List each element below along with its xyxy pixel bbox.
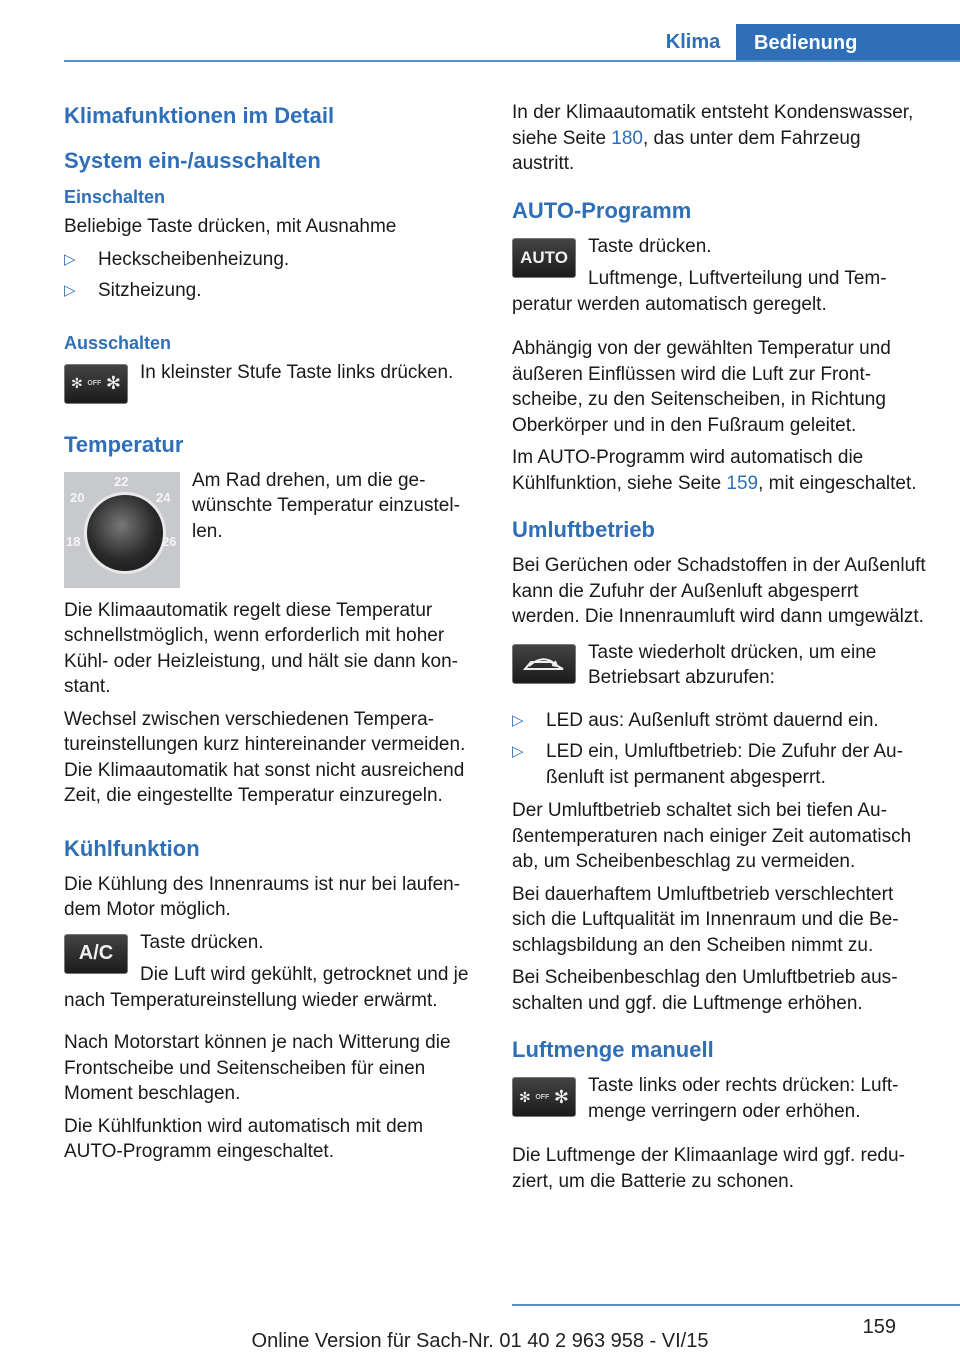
subheading-einschalten: Einschalten [64, 187, 166, 207]
fan-off-button-image [64, 364, 128, 404]
dial-label: 24 [156, 489, 171, 505]
page-link-180[interactable]: 180 [611, 127, 643, 149]
auto-button-text-2: Luftmenge, Luftverteilung und Temperatur werden automatisch geregelt. [512, 268, 887, 315]
luftmenge-paragraph: Die Luftmenge der Klimaanlage wird ggf. reduziert, um die Batterie zu schonen. [512, 1145, 905, 1192]
bullet-triangle-icon: ▷ [64, 282, 76, 299]
umluft-paragraph-4: Bei Scheibenbeschlag den Umluftbetrieb ausschalten und ggf. die Luftmenge erhöhen. [512, 967, 898, 1014]
kuehl-row [64, 930, 480, 1021]
list-item: ▷ Heckscheibenheizung. [64, 247, 480, 273]
fan-large-icon: ✻ [105, 373, 121, 393]
section-heading-temperatur: Temperatur [64, 431, 184, 457]
list-item: ▷ LED ein, Umluftbetrieb: Die Zufuhr der Außenluft ist permanent abgesperrt. [512, 741, 903, 788]
luftmenge-button-text: Taste links oder rechts drücken: Luftmenge verringern oder erhöhen. [588, 1075, 899, 1122]
auto-paragraph-2: Im AUTO-Programm wird automatisch die Kühlfunktion, siehe Seite 159, mit eingeschaltet. [512, 447, 917, 494]
off-label: OFF [535, 1093, 550, 1101]
footer-rule [512, 1304, 960, 1306]
umluft-paragraph-3: Bei dauerhaftem Umluftbetrieb verschlechtert sich die Luftqualität im Innenraum und die Beschlagsbildung an den Scheiben nimmt zu. [512, 883, 899, 956]
section-heading-luftmenge: Luftmenge manuell [512, 1037, 714, 1062]
page-title: Klimafunktionen im Detail [64, 103, 335, 128]
recirculation-button-image [512, 644, 576, 684]
einschalten-list [64, 247, 480, 304]
left-column [64, 100, 480, 1172]
dial-label: 20 [70, 489, 85, 505]
fan-large-icon: ✻ [553, 1086, 569, 1107]
page-link-159[interactable]: 159 [726, 472, 759, 494]
umluft-button-text: Taste wiederholt drücken, um eine Betriebsart abzurufen: [588, 641, 877, 688]
dial-label: 26 [162, 533, 177, 549]
kuehl-button-text-2: Die Luft wird gekühlt, getrocknet und je nach Temperatureinstellung wieder erwärmt. [64, 964, 469, 1011]
page-number: 159 [862, 1316, 896, 1338]
off-label: OFF [87, 380, 102, 387]
list-item: ▷ Sitzheizung. [64, 278, 480, 304]
kuehl-paragraph-1: Die Kühlung des Innenraums ist nur bei laufendem Motor möglich. [64, 873, 461, 920]
ausschalten-text: In kleinster Stufe Taste links drücken. [140, 361, 454, 383]
fan-small-icon: ✻ [71, 375, 83, 391]
fan-small-icon: ✻ [519, 1088, 531, 1105]
bullet-triangle-icon: ▷ [512, 743, 524, 760]
temperatur-text: Am Rad drehen, um die gewünschte Temperatur einzustellen. [192, 469, 460, 542]
dial-label: 18 [66, 533, 81, 549]
header-tab-bedienung[interactable]: Bedienung [736, 24, 960, 62]
kondens-paragraph: In der Klimaautomatik entsteht Kondenswasser, siehe Seite 180, das unter dem Fahrzeug austritt. [512, 102, 914, 174]
umluft-list [512, 708, 928, 791]
kuehl-paragraph-3: Die Kühlfunktion wird automatisch mit dem AUTO-Programm eingeschaltet. [64, 1115, 424, 1162]
right-column [512, 100, 928, 1201]
fan-button-image [512, 1077, 576, 1117]
kuehl-button-text-1: Taste drücken. [140, 931, 264, 953]
dial-label: 22 [114, 473, 129, 489]
auto-paragraph-1: Abhängig von der gewählten Temperatur und äußeren Einflüssen wird die Luft zur Frontscheibe, zu den Seitenscheiben, in Richtung Oberkörper und in den Fußraum geleitet. [512, 338, 891, 436]
auto-row [512, 234, 928, 325]
bullet-triangle-icon: ▷ [64, 250, 76, 268]
auto-button-text-1: Taste drücken. [588, 235, 712, 257]
section-heading-system: System ein-/ausschalten [64, 148, 321, 173]
list-item: ▷ LED aus: Außenluft strömt dauernd ein. [512, 708, 928, 734]
header-rule [64, 60, 960, 62]
header-tab-klima[interactable]: Klima [665, 30, 721, 53]
ac-button-image: A/C [64, 934, 128, 974]
temperature-knob-icon [84, 492, 166, 574]
kuehl-paragraph-2: Nach Motorstart können je nach Witterung die Frontscheibe und Seitenscheiben für einen Moment beschlagen. [64, 1032, 451, 1104]
subheading-ausschalten: Ausschalten [64, 332, 172, 353]
section-heading-kuehlfunktion: Kühlfunktion [64, 835, 200, 861]
ausschalten-row [64, 360, 480, 408]
footer-online-version: Online Version für Sach-Nr. 01 40 2 963 958 - VI/15 [251, 1330, 709, 1352]
umluft-paragraph-1: Bei Gerüchen oder Schadstoffen in der Außenluft kann die Zufuhr der Außenluft abgesperrt werden. Die Innenraumluft wird dann umgewälzt. [512, 555, 926, 627]
temperatur-paragraph-2: Wechsel zwischen verschiedenen Temperatureinstellungen kurz hintereinander vermeiden. Die Klimaautomatik hat sonst nicht ausreichend Zeit, die eingestellte Temperatur einzuregeln. [64, 708, 466, 806]
section-heading-umluft: Umluftbetrieb [512, 517, 655, 542]
umluft-row [512, 640, 928, 698]
einschalten-text: Beliebige Taste drücken, mit Ausnahme [64, 216, 397, 237]
temperature-dial-image [64, 472, 180, 588]
luftmenge-row [512, 1073, 928, 1131]
temperatur-paragraph-1: Die Klimaautomatik regelt diese Temperatur schnellstmöglich, wenn erforderlich mit hoher Kühl- oder Heizleistung, und hält sie dann konstant. [64, 599, 458, 697]
auto-button-image: AUTO [512, 238, 576, 278]
temperatur-row [64, 468, 480, 594]
section-heading-auto: AUTO-Programm [512, 197, 692, 223]
bullet-triangle-icon: ▷ [512, 711, 524, 729]
umluft-paragraph-2: Der Umluftbetrieb schaltet sich bei tiefen Außentemperaturen nach einiger Zeit automatisch ab, um Scheibenbeschlag zu vermeiden. [512, 800, 912, 872]
car-recirculation-icon [521, 653, 567, 675]
